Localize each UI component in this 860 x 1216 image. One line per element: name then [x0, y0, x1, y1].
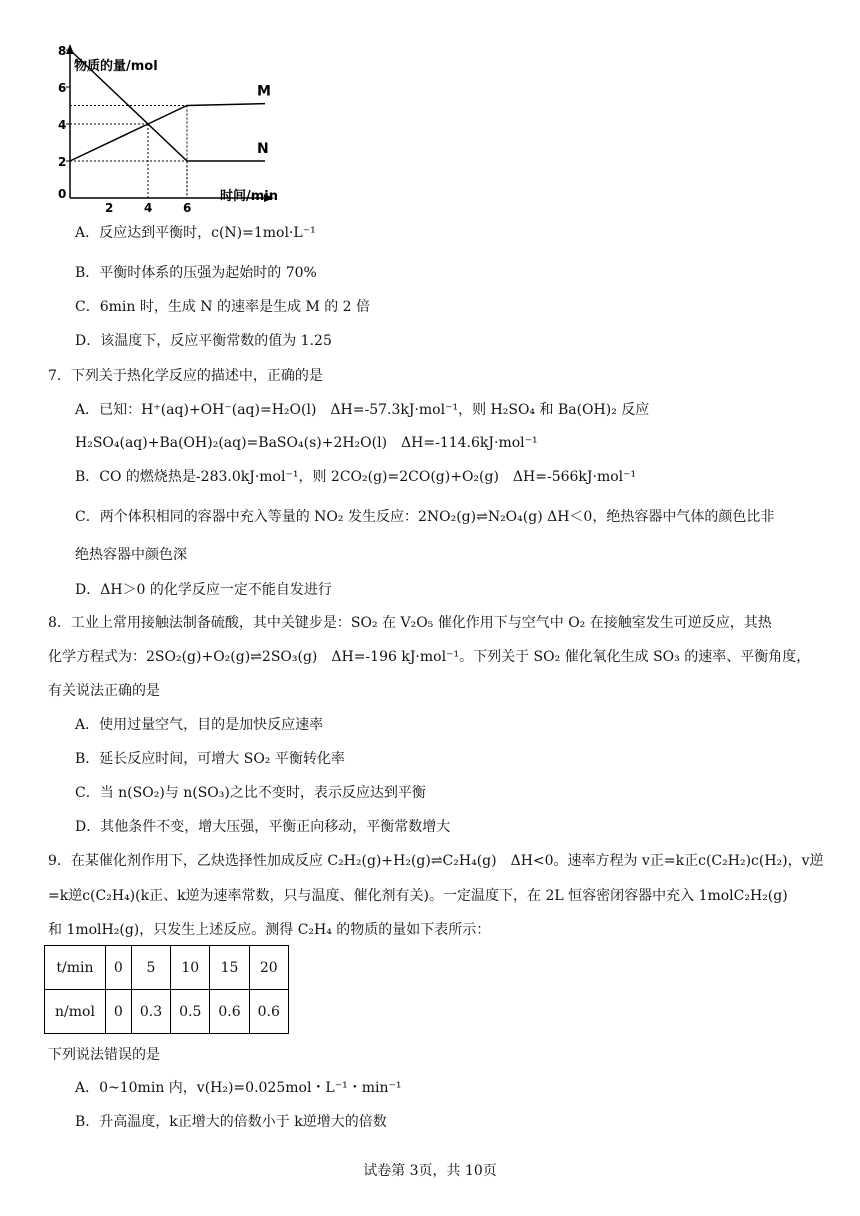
x-tick-label: 2: [105, 201, 114, 215]
guide-lines: [70, 106, 187, 199]
table-cell: 15: [210, 946, 249, 990]
table-cell: 0.6: [249, 990, 288, 1034]
q9-after-table: 下列说法错误的是: [48, 1047, 160, 1063]
mole-time-chart: [44, 40, 304, 215]
series-label-n: N: [257, 141, 269, 157]
q8-option-c: C．当 n(SO₂)与 n(SO₃)之比不变时，表示反应达到平衡: [75, 785, 426, 801]
q6-option-b: B．平衡时体系的压强为起始时的 70%: [75, 265, 317, 281]
q9-stem-line1: 9．在某催化剂作用下，乙炔选择性加成反应 C₂H₂(g)+H₂(g)⇌C₂H₄(g) ΔH<0。速率方程为 v正=k正c(C₂H₂)c(H₂)，v逆: [48, 853, 824, 869]
q8-stem-line3: 有关说法正确的是: [48, 683, 160, 699]
table-row: [45, 946, 289, 990]
table-cell: 0: [105, 946, 131, 990]
q9-stem-line2: =k逆c(C₂H₄)(k正、k逆为速率常数，只与温度、催化剂有关)。一定温度下，在 2L 恒容密闭容器中充入 1molC₂H₂(g): [48, 888, 788, 904]
y-tick-label: 6: [58, 81, 67, 95]
table-cell: 20: [249, 946, 288, 990]
q6-option-a: A．反应达到平衡时，c(N)=1mol·L⁻¹: [75, 225, 316, 241]
q7-option-a-line2: H₂SO₄(aq)+Ba(OH)₂(aq)=BaSO₄(s)+2H₂O(l) ΔH=-114.6kJ·mol⁻¹: [75, 435, 538, 451]
series-label-m: M: [257, 83, 271, 100]
q6-option-d: D．该温度下，反应平衡常数的值为 1.25: [75, 333, 332, 349]
q9-option-b: B．升高温度，k正增大的倍数小于 k逆增大的倍数: [75, 1114, 387, 1130]
q6-option-c: C．6min 时，生成 N 的速率是生成 M 的 2 倍: [75, 299, 371, 315]
q7-stem: 7．下列关于热化学反应的描述中，正确的是: [48, 368, 323, 384]
table-cell: 10: [171, 946, 210, 990]
table-cell: 0.3: [131, 990, 170, 1034]
origin-label: 0: [58, 187, 67, 201]
table-cell: 0: [105, 990, 131, 1034]
q9-stem-line3: 和 1molH₂(g)，只发生上述反应。测得 C₂H₄ 的物质的量如下表所示：: [48, 922, 491, 938]
y-tick-label: 4: [58, 118, 67, 132]
q7-option-c-line1: C．两个体积相同的容器中充入等量的 NO₂ 发生反应：2NO₂(g)⇌N₂O₄(g) ΔH＜0，绝热容器中气体的颜色比非: [75, 509, 775, 525]
q7-option-d: D．ΔH＞0 的化学反应一定不能自发进行: [75, 582, 332, 598]
q7-option-b: B．CO 的燃烧热是-283.0kJ·mol⁻¹，则 2CO₂(g)=2CO(g)+O₂(g) ΔH=-566kJ·mol⁻¹: [75, 469, 637, 485]
y-tick-labels: [58, 44, 70, 169]
q7-option-c-line2: 绝热容器中颜色深: [75, 547, 187, 563]
series-line-m: [70, 104, 265, 161]
y-tick-label: 8: [58, 44, 67, 58]
c2h4-amount-table: [44, 945, 289, 1034]
table-cell: 0.5: [171, 990, 210, 1034]
series-labels: [257, 84, 271, 157]
table-cell: 5: [131, 946, 170, 990]
q8-option-b: B．延长反应时间，可增大 SO₂ 平衡转化率: [75, 751, 345, 767]
q8-stem-line2: 化学方程式为：2SO₂(g)+O₂(g)⇌2SO₃(g) ΔH=-196 kJ·mol⁻¹。下列关于 SO₂ 催化氧化生成 SO₃ 的速率、平衡角度，: [48, 649, 811, 665]
table-row: [45, 990, 289, 1034]
page-footer: 试卷第 3页，共 10页: [363, 1163, 497, 1179]
q9-option-a: A．0~10min 内，v(H₂)=0.025mol・L⁻¹・min⁻¹: [75, 1080, 402, 1096]
y-axis-label: 物质的量/mol: [74, 59, 158, 74]
q8-option-d: D．其他条件不变，增大压强，平衡正向移动，平衡常数增大: [75, 819, 451, 835]
x-tick-label: 4: [144, 201, 153, 215]
table-cell: n/mol: [45, 990, 106, 1034]
x-axis-label: 时间/min: [220, 189, 279, 204]
q8-option-a: A．使用过量空气，目的是加快反应速率: [75, 717, 324, 733]
x-tick-labels: [105, 201, 191, 215]
table-cell: t/min: [45, 946, 106, 990]
q8-stem-line1: 8．工业上常用接触法制备硫酸，其中关键步是：SO₂ 在 V₂O₅ 催化作用下与空气中 O₂ 在接触室发生可逆反应，其热: [48, 615, 772, 631]
x-tick-label: 6: [183, 201, 192, 215]
table-cell: 0.6: [210, 990, 249, 1034]
y-tick-label: 2: [58, 155, 67, 169]
q7-option-a-line1: A．已知：H⁺(aq)+OH⁻(aq)=H₂O(l) ΔH=-57.3kJ·mol⁻¹，则 H₂SO₄ 和 Ba(OH)₂ 反应: [75, 402, 650, 418]
